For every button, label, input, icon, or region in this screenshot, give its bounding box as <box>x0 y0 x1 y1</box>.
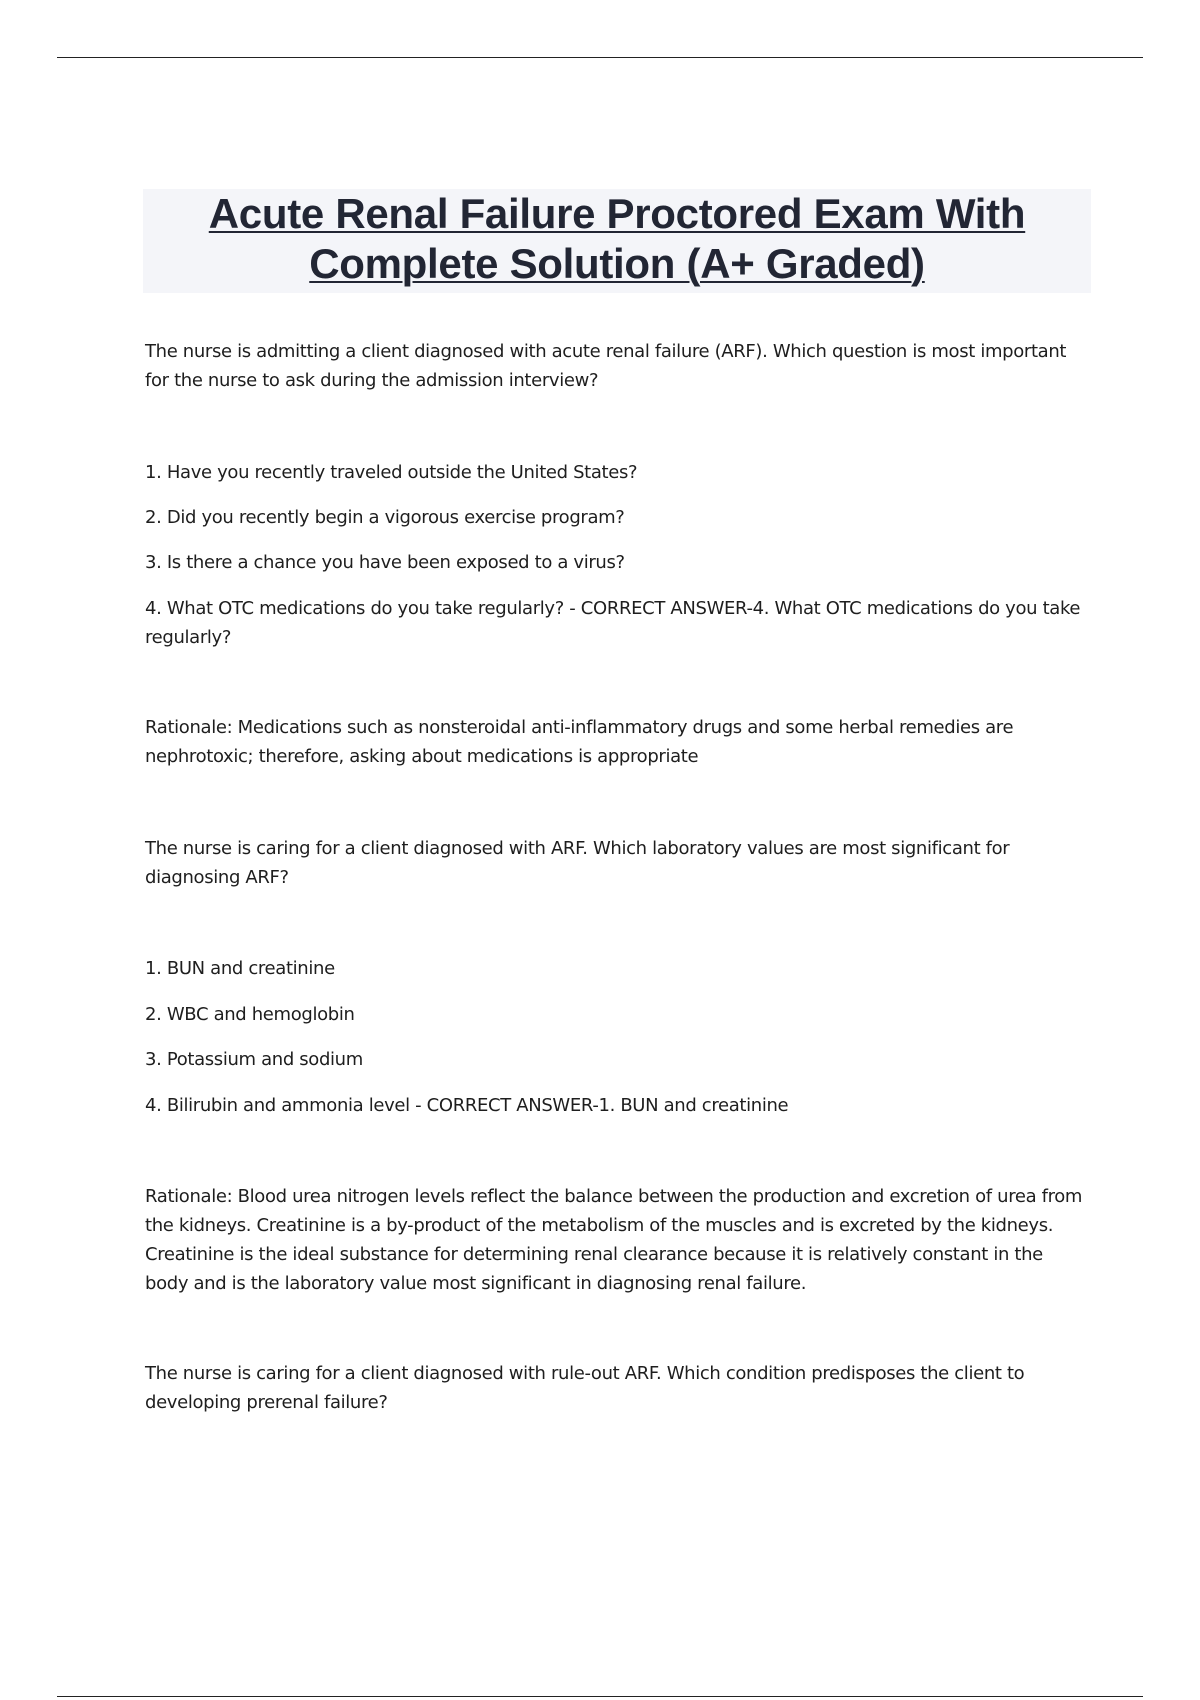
question-3-stem: The nurse is caring for a client diagnosed with rule-out ARF. Which condition predisposes the client to developing prerenal failure? <box>145 1363 1025 1413</box>
question-2-option-3: 3. Potassium and sodium <box>145 1049 363 1070</box>
question-2-option-2: 2. WBC and hemoglobin <box>145 1004 355 1025</box>
question-1-stem: The nurse is admitting a client diagnosed with acute renal failure (ARF). Which question is most important for the nurse to ask during the admission interview? <box>145 341 1067 391</box>
document-title <box>143 189 1091 289</box>
question-1-rationale: Rationale: Medications such as nonsteroidal anti-inflammatory drugs and some herbal remedies are nephrotoxic; therefore, asking about medications is appropriate <box>145 717 1014 767</box>
footer-rule <box>57 1696 1143 1697</box>
question-2-option-1: 1. BUN and creatinine <box>145 958 335 979</box>
title-line-2: Complete Solution (A+ Graded) <box>309 240 925 287</box>
question-2-rationale: Rationale: Blood urea nitrogen levels reflect the balance between the production and excretion of urea from the kidneys. Creatinine is a by-product of the metabolism of the muscles and is excreted by the kidneys. Creatinine is the ideal substance for determining renal clearance because it is relatively constant in the body and is the laboratory value most significant in diagnosing renal failure. <box>145 1186 1083 1294</box>
question-1-option-2: 2. Did you recently begin a vigorous exercise program? <box>145 507 625 528</box>
question-1-option-4-answer: 4. What OTC medications do you take regularly? - CORRECT ANSWER-4. What OTC medications do you take regularly? <box>145 598 1081 648</box>
title-line-1: Acute Renal Failure Proctored Exam With <box>208 190 1026 237</box>
question-1-option-1: 1. Have you recently traveled outside the United States? <box>145 462 638 483</box>
header-rule <box>57 57 1143 58</box>
question-2-stem: The nurse is caring for a client diagnosed with ARF. Which laboratory values are most significant for diagnosing ARF? <box>145 838 1010 888</box>
question-2-option-4-answer: 4. Bilirubin and ammonia level - CORRECT ANSWER-1. BUN and creatinine <box>145 1095 789 1116</box>
question-1-option-3: 3. Is there a chance you have been exposed to a virus? <box>145 552 625 573</box>
